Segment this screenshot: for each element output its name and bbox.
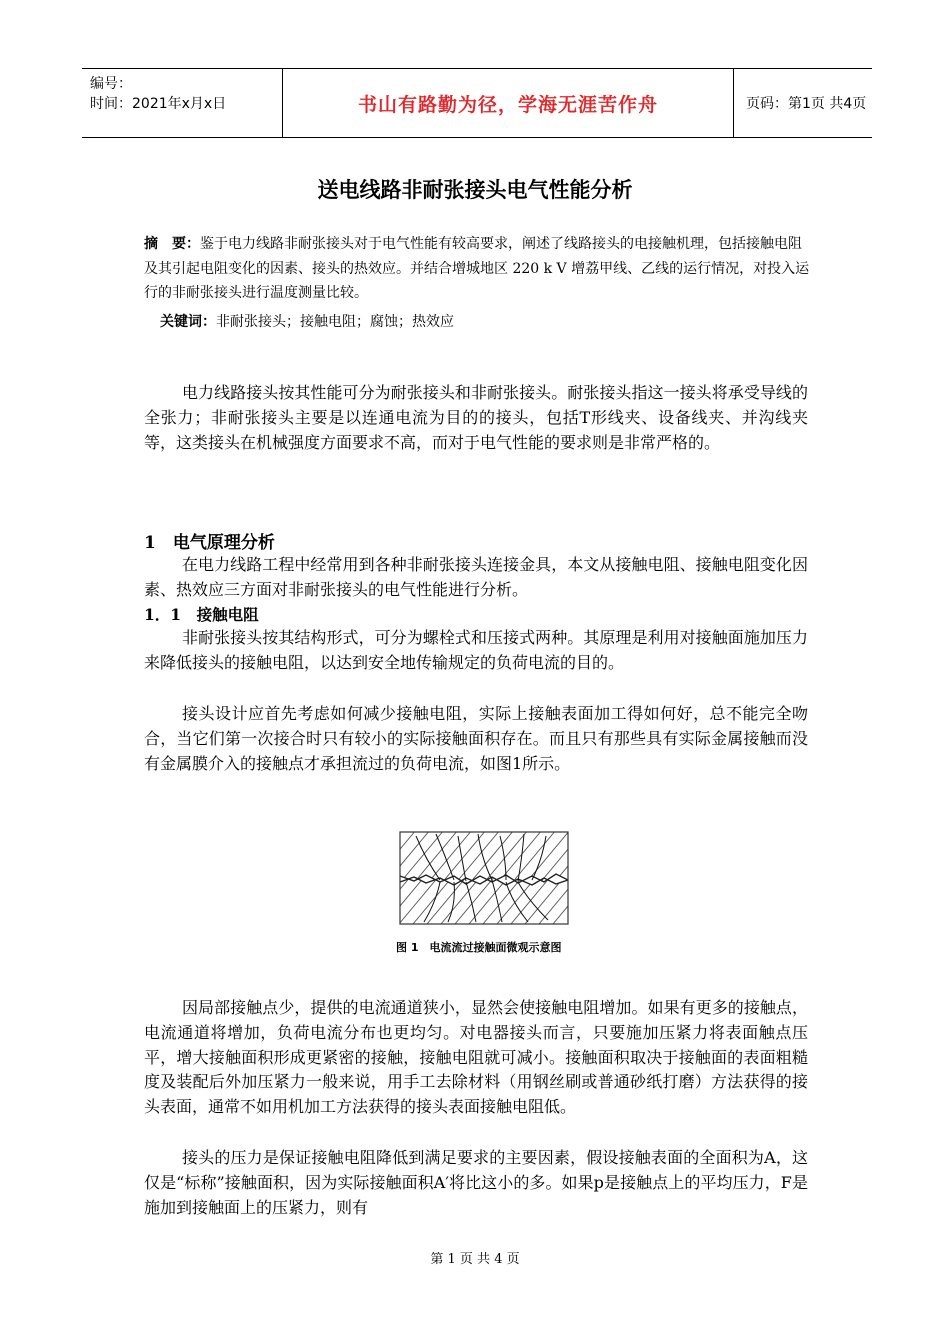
paragraph-pressure: 接头的压力是保证接触电阻降低到满足要求的主要因素，假设接触表面的全面积为A，这仅是“标称”接触面积，因为实际接触面积A′将比这小的多。如果p是接触点上的平均压力，F是施加到接触面上的压紧力，则有 (144, 1148, 808, 1217)
keywords-text: 非耐张接头；接触电阻；腐蚀；热效应 (216, 314, 454, 330)
abstract-text: 鉴于电力线路非耐张接头对于电气性能有较高要求，阐述了线路接头的电接触机理，包括接触电阻及其引起电阻变化的因素、接头的热效应。并结合增城地区 220 k V 增荔甲线、乙线的运行情况，对投入运行的非耐张接头进行温度测量比较。 (144, 236, 810, 301)
document-title: 送电线路非耐张接头电气性能分析 (317, 178, 633, 202)
header-motto-cell (282, 69, 734, 137)
figure-caption: 图 1 电流流过接触面微观示意图 (396, 941, 562, 954)
header-page-cell (734, 69, 872, 137)
keywords (160, 310, 830, 335)
keywords-label: 关键词： (160, 314, 216, 330)
header-meta (82, 69, 282, 137)
header-page-number: 页码：第1页 共4页 (746, 96, 867, 112)
paragraph-contact-points: 因局部接触点少，提供的电流通道狭小，显然会使接触电阻增加。如果有更多的接触点，电流通道将增加，负荷电流分布也更均匀。对电器接头而言，只要施加压紧力将表面触点压平，增大接触面积形成更紧密的接触，接触电阻就可减小。接触面积取决于接触面的表面粗糙度及装配后外加压紧力一般来说，用手工去除材料（用钢丝刷或普通砂纸打磨）方法获得的接头表面，通常不如用机加工方法获得的接头表面接触电阻低。 (144, 998, 808, 1117)
page-footer: 第 1 页 共 4 页 (430, 1252, 520, 1267)
figure-contact-microview (396, 830, 572, 930)
header-motto: 书山有路勤为径，学海无涯苦作舟 (357, 93, 658, 116)
header-time: 时间：2021年x月x日 (90, 96, 227, 112)
paragraph-structure: 非耐张接头按其结构形式，可分为螺栓式和压接式两种。其原理是利用对接触面施加压力来降低接头的接触电阻，以达到安全地传输规定的负荷电流的目的。 (144, 628, 808, 672)
abstract (144, 232, 814, 306)
paragraph-contact-design: 接头设计应首先考虑如何减少接触电阻，实际上接触表面加工得如何好，总不能完全吻合，当它们第一次接合时只有较小的实际接触面积存在。而且只有那些具有实际金属接触而没有金属膜介入的接触点才承担流过的负荷电流，如图1所示。 (144, 704, 808, 773)
intro-paragraph: 电力线路接头按其性能可分为耐张接头和非耐张接头。耐张接头指这一接头将承受导线的全张力；非耐张接头主要是以连通电流为目的的接头，包括T形线夹、设备线夹、并沟线夹等，这类接头在机械强度方面要求不高，而对于电气性能的要求则是非常严格的。 (144, 383, 808, 452)
page-header (82, 68, 872, 138)
header-number: 编号： (90, 76, 132, 92)
section-1-heading: 1 电气原理分析 (144, 533, 275, 553)
section-1-1-heading: 1．1 接触电阻 (144, 605, 259, 624)
section-1-paragraph: 在电力线路工程中经常用到各种非耐张接头连接金具，本文从接触电阻、接触电阻变化因素、热效应三方面对非耐张接头的电气性能进行分析。 (144, 555, 808, 599)
abstract-label: 摘 要： (144, 236, 200, 252)
